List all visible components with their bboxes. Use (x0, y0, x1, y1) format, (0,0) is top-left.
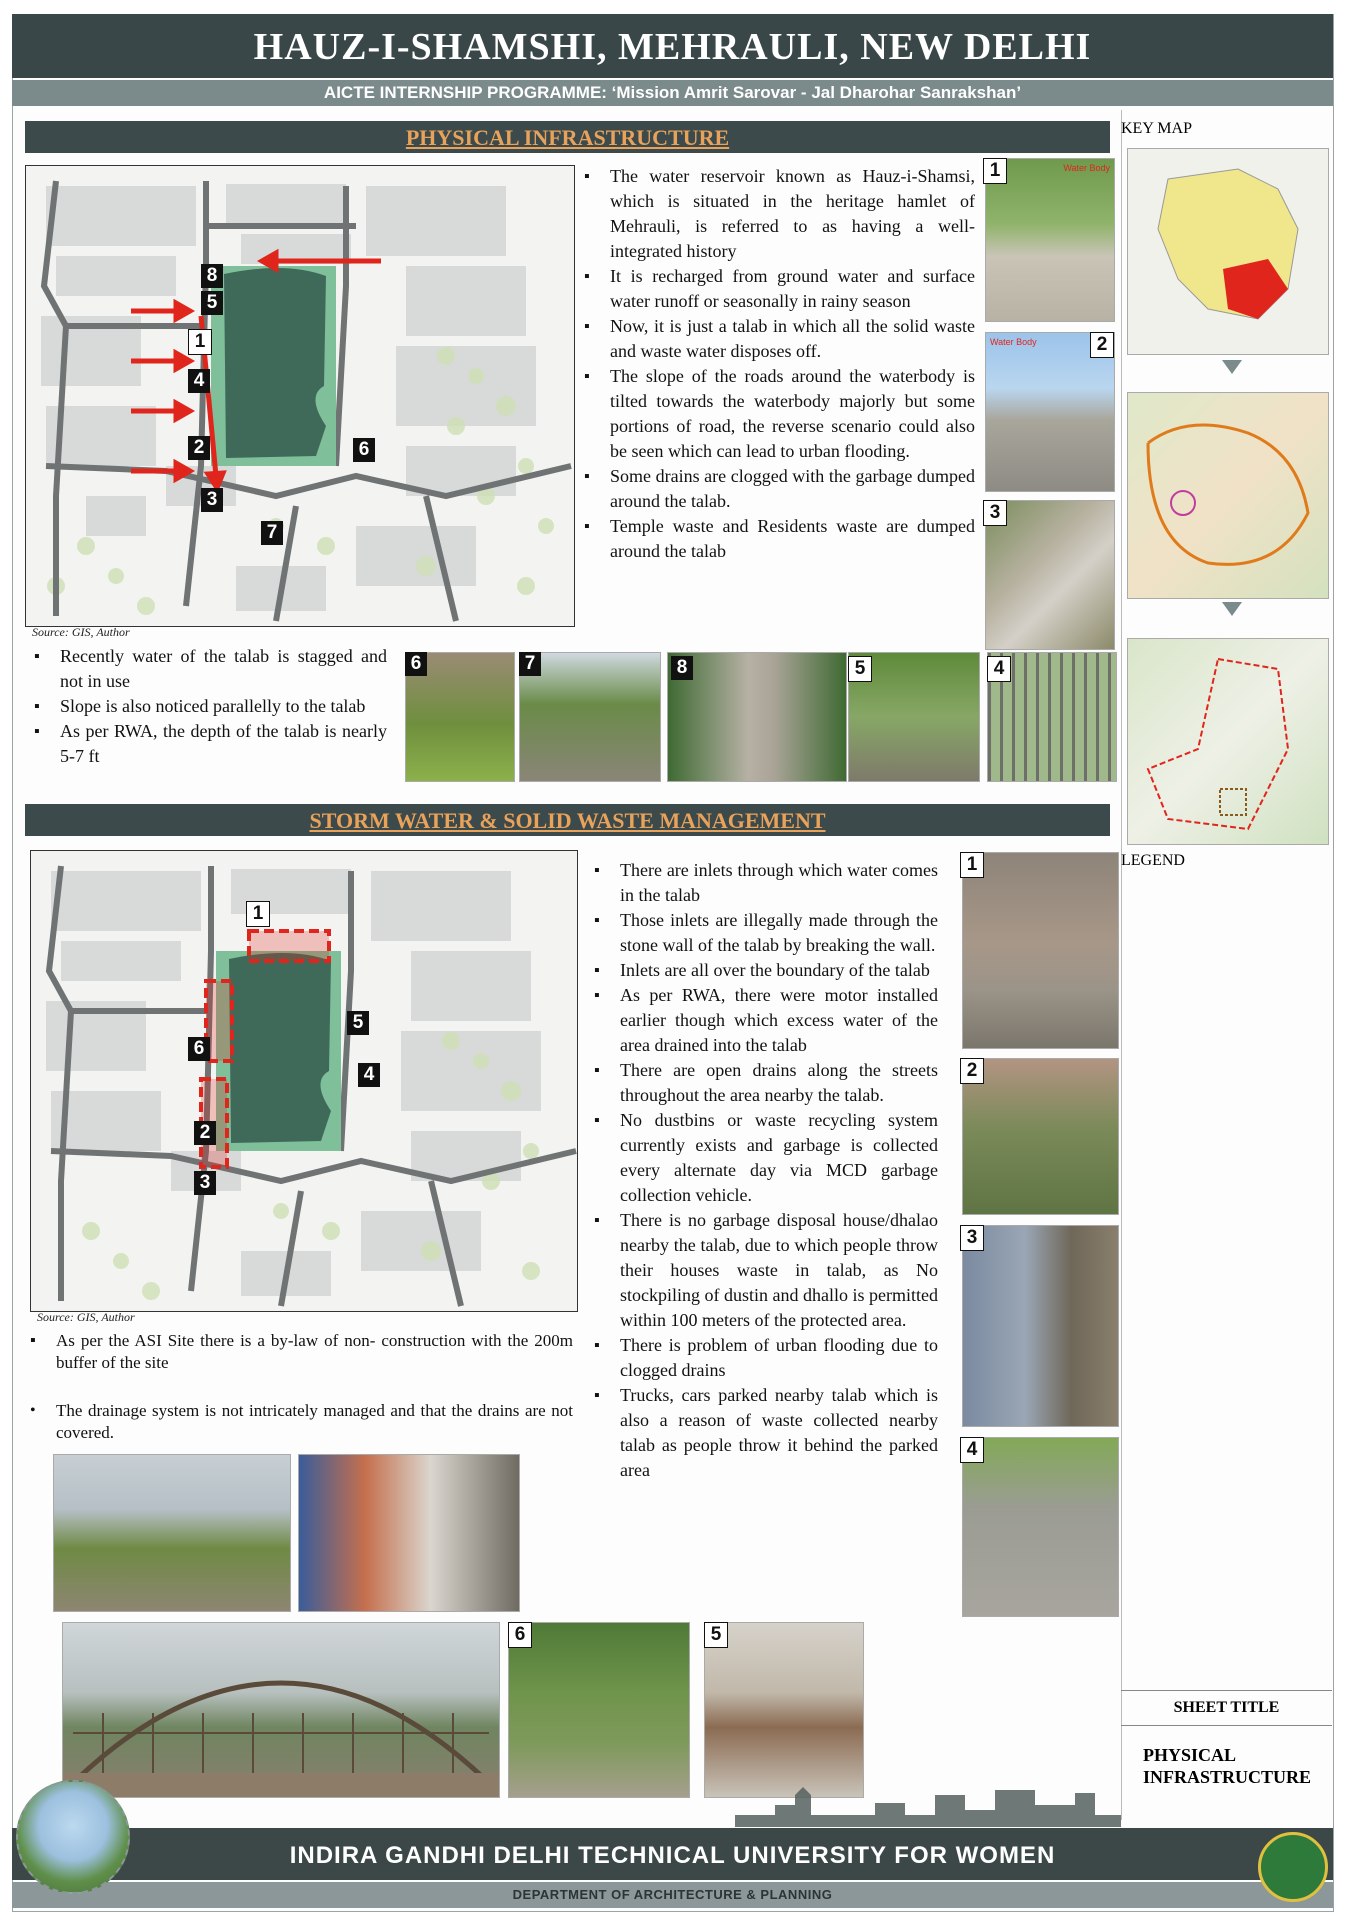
panorama-photo (62, 1622, 500, 1798)
key-map-zones (1127, 392, 1329, 599)
ward-map-svg (1128, 639, 1328, 844)
page-subtitle: AICTE INTERNSHIP PROGRAMME: ‘Mission Amrit Sarovar - Jal Dharohar Sanrakshan’ (12, 80, 1333, 106)
map-marker: 6 (188, 1037, 210, 1061)
site-map-svg (26, 166, 574, 626)
list-item: ▪ Trucks, cars parked nearby talab which is also a reason of waste collected nearby talab as people throw it behind the parked area (592, 1383, 938, 1483)
lake-photo-circle (16, 1780, 130, 1894)
site-photo (667, 652, 847, 782)
photo-number: 3 (960, 1225, 984, 1251)
list-item: ▪ There are inlets through which water comes in the talab (592, 858, 938, 908)
map-marker: 8 (201, 264, 223, 288)
site-photo (962, 852, 1119, 1049)
list-item: ▪ It is recharged from ground water and surface water runoff or seasonally in rainy season (582, 264, 975, 314)
photo-number: 2 (1090, 332, 1114, 358)
photo-number: 4 (960, 1437, 984, 1463)
list-item: ▪ As per RWA, there were motor installed earlier though which excess water of the area drained into the talab (592, 983, 938, 1058)
skyline-illustration (735, 1765, 1121, 1827)
photo-number: 1 (960, 852, 984, 878)
map-source: Source: GIS, Author (32, 625, 130, 639)
site-photo (53, 1454, 291, 1612)
stormwater-notes (28, 1330, 573, 1374)
list-item: ▪ As per the ASI Site there is a by-law of non- construction with the 200m buffer of the site (28, 1330, 573, 1374)
sheet-title: PHYSICAL INFRASTRUCTURE (1143, 1745, 1312, 1787)
photo-number: 5 (704, 1622, 728, 1648)
list-item: ▪ Some drains are clogged with the garbage dumped around the talab. (582, 464, 975, 514)
university-logo (1258, 1832, 1328, 1902)
footer (12, 1828, 1333, 1880)
sheet-title-box (1121, 1690, 1332, 1821)
map-marker: 4 (358, 1063, 380, 1087)
list-item: ▪ As per RWA, the depth of the talab is nearly 5-7 ft (32, 719, 387, 769)
map-marker: 4 (188, 369, 210, 393)
site-photo (298, 1454, 520, 1612)
map-marker: 1 (188, 329, 212, 355)
map-marker: 3 (194, 1171, 216, 1195)
key-map-delhi (1127, 148, 1329, 355)
arrow-down-icon (1222, 360, 1242, 374)
arrow-down-icon (1222, 602, 1242, 616)
stormwater-bullets (592, 858, 938, 1483)
photo-number: 6 (405, 652, 427, 676)
map-marker: 5 (347, 1011, 369, 1035)
photo-number: 2 (960, 1058, 984, 1084)
section-heading-text: PHYSICAL INFRASTRUCTURE (405, 125, 730, 150)
university-name: INDIRA GANDHI DELHI TECHNICAL UNIVERSITY FOR WOMEN (289, 1842, 1056, 1869)
photo-number: 8 (671, 656, 693, 680)
photo-number: 1 (983, 158, 1007, 184)
list-item: • The drainage system is not intricately managed and that the drains are not covered. (28, 1400, 573, 1444)
site-photo (962, 1225, 1119, 1427)
stormwater-notes-2 (28, 1400, 573, 1444)
map-marker: 1 (246, 901, 270, 927)
site-photo (962, 1437, 1119, 1617)
site-photo (962, 1058, 1119, 1215)
key-map-svg (1128, 149, 1328, 354)
map-marker: 6 (353, 438, 375, 462)
photo-number: 4 (987, 656, 1011, 682)
map-marker: 2 (188, 436, 210, 460)
department-name: DEPARTMENT OF ARCHITECTURE & PLANNING (12, 1882, 1333, 1908)
list-item: ▪ The slope of the roads around the waterbody is tilted towards the waterbody majorly but some portions of road, the reverse scenario could also be seen which can lead to urban flooding. (582, 364, 975, 464)
map-marker: 7 (261, 521, 283, 545)
section-heading-text: STORM WATER & SOLID WASTE MANAGEMENT (309, 808, 826, 833)
list-item: ▪ Inlets are all over the boundary of the talab (592, 958, 938, 983)
map-marker: 3 (201, 488, 223, 512)
page-title: HAUZ-I-SHAMSHI, MEHRAULI, NEW DELHI (253, 26, 1092, 68)
list-item: ▪ Those inlets are illegally made through the stone wall of the talab by breaking the wall. (592, 908, 938, 958)
fence-arch-svg (63, 1623, 499, 1797)
title-bar (12, 14, 1333, 78)
photo-number: 5 (848, 656, 872, 682)
map-marker: 2 (194, 1121, 216, 1145)
section-heading-physical (25, 121, 1110, 153)
key-map-label: KEY MAP (1121, 120, 1192, 137)
photo-number: 6 (508, 1622, 532, 1648)
list-item: ▪ The water reservoir known as Hauz-i-Shamsi, which is situated in the heritage hamlet of Mehrauli, is referred to as having a well-integrated history (582, 164, 975, 264)
site-photo (508, 1622, 690, 1798)
photo-number: 7 (519, 652, 541, 676)
site-map-svg (31, 851, 577, 1311)
photo-number: 3 (983, 500, 1007, 526)
sheet-title-label: SHEET TITLE (1121, 1691, 1332, 1726)
map-source: Source: GIS, Author (37, 1310, 135, 1324)
photo-caption: Water Body (1063, 163, 1110, 173)
list-item: ▪ Slope is also noticed parallelly to the talab (32, 694, 387, 719)
list-item: ▪ No dustbins or waste recycling system currently exists and garbage is collected every alternate day via MCD garbage collection vehicle. (592, 1108, 938, 1208)
physical-notes (32, 644, 387, 769)
site-map-stormwater (30, 850, 578, 1312)
zone-map-svg (1128, 393, 1328, 598)
section-heading-stormwater (25, 804, 1110, 836)
list-item: ▪ There is no garbage disposal house/dhalao nearby the talab, due to which people throw their houses waste in talab, as No stockpiling of dustin and dhallo is permitted within 100 meters of the protected area. (592, 1208, 938, 1333)
photo-caption: Water Body (990, 337, 1037, 347)
key-map-ward (1127, 638, 1329, 845)
list-item: ▪ Temple waste and Residents waste are dumped around the talab (582, 514, 975, 564)
map-marker: 5 (201, 291, 223, 315)
physical-bullets (582, 164, 975, 564)
site-map-physical (25, 165, 575, 627)
legend-label: LEGEND (1121, 852, 1185, 869)
list-item: ▪ There is problem of urban flooding due to clogged drains (592, 1333, 938, 1383)
list-item: ▪ Recently water of the talab is stagged and not in use (32, 644, 387, 694)
list-item: ▪ There are open drains along the streets throughout the area nearby the talab. (592, 1058, 938, 1108)
list-item: ▪ Now, it is just a talab in which all the solid waste and waste water disposes off. (582, 314, 975, 364)
